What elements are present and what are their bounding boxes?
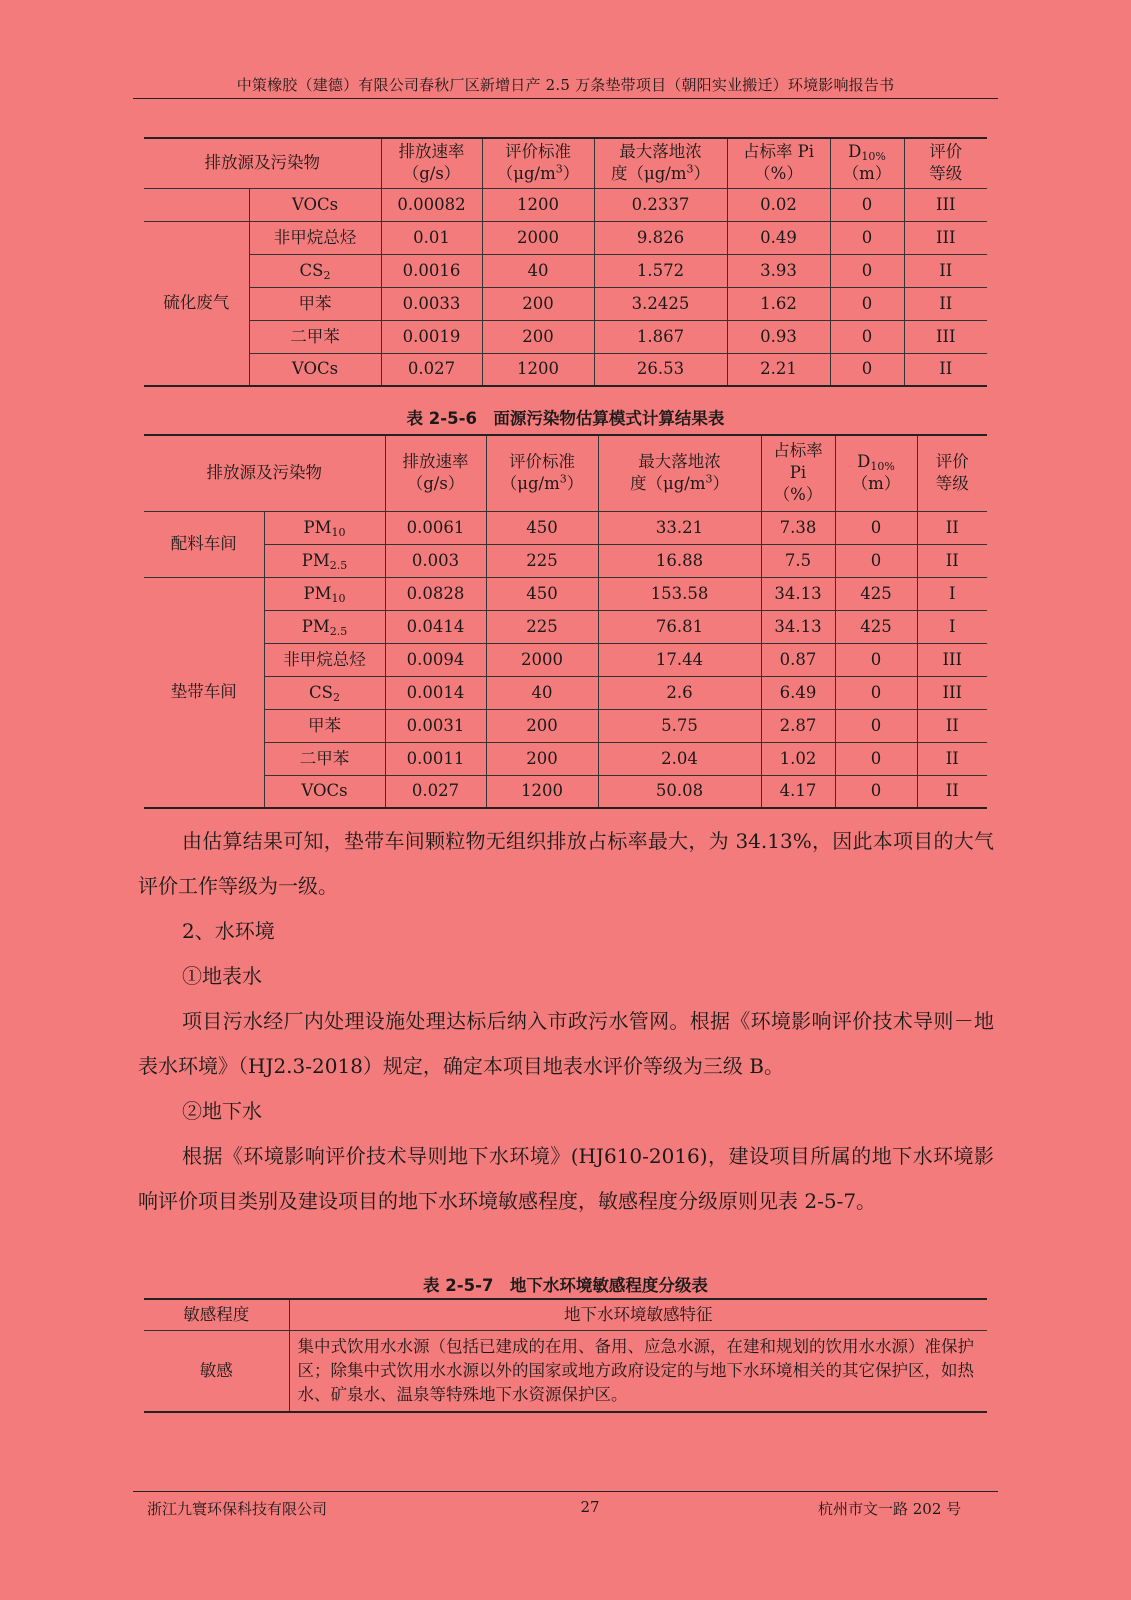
col-sensitivity: 敏感程度: [144, 1299, 289, 1330]
table-row: [144, 254, 987, 287]
table-row: [144, 742, 987, 775]
rate-cell: 0.003: [385, 544, 486, 577]
sensitivity-cell: 敏感: [144, 1330, 289, 1412]
pi-cell: 0.87: [761, 643, 835, 676]
std-cell: 225: [486, 544, 598, 577]
std-cell: 2000: [482, 221, 594, 254]
d10-cell: 0: [835, 544, 917, 577]
conc-cell: 3.2425: [594, 287, 727, 320]
table-row: [144, 511, 987, 544]
pollutant-cell: VOCs: [264, 775, 385, 808]
std-cell: 40: [486, 676, 598, 709]
col-max-conc: 最大落地浓 度$(\mu g/m^3)$: [598, 435, 761, 511]
rate-cell: 0.0014: [385, 676, 486, 709]
col-max-conc: 最大落地浓 度$(\mu g/m^3)$: [594, 138, 727, 188]
rate-cell: 0.0016: [381, 254, 482, 287]
pi-cell: 7.38: [761, 511, 835, 544]
rate-cell: 0.0828: [385, 577, 486, 610]
point-source-table: [144, 137, 987, 387]
pi-cell: 0.93: [727, 320, 830, 353]
rate-cell: 0.0414: [385, 610, 486, 643]
std-cell: 200: [486, 742, 598, 775]
std-cell: 1200: [482, 188, 594, 221]
paragraph-conclusion: 由估算结果可知，垫带车间颗粒物无组织排放占标率最大，为 34.13%，因此本项目的大气评价工作等级为一级。: [138, 829, 994, 898]
grade-cell: II: [904, 254, 987, 287]
std-cell: 2000: [486, 643, 598, 676]
std-cell: 200: [482, 320, 594, 353]
table-row: [144, 353, 987, 386]
d10-cell: 0: [830, 353, 904, 386]
table-row: [144, 544, 987, 577]
conc-cell: 2.6: [598, 676, 761, 709]
d10-cell: 0: [835, 511, 917, 544]
grade-cell: II: [917, 742, 987, 775]
pi-cell: 2.87: [761, 709, 835, 742]
table-caption: 表 2-5-6 面源污染物估算模式计算结果表: [406, 409, 725, 428]
d10-cell: 0: [830, 320, 904, 353]
col-pi: 占标率 Pi （%）: [761, 435, 835, 511]
pi-cell: 3.93: [727, 254, 830, 287]
std-cell: 200: [486, 709, 598, 742]
rate-cell: 0.0061: [385, 511, 486, 544]
conc-cell: 0.2337: [594, 188, 727, 221]
pi-cell: 7.5: [761, 544, 835, 577]
col-rate: 排放速率 （g/s）: [385, 435, 486, 511]
grade-cell: II: [904, 287, 987, 320]
pollutant-cell: VOCs: [249, 353, 381, 386]
footer-company: 浙江九寰环保科技有限公司: [147, 1500, 328, 1518]
rate-cell: 0.01: [381, 221, 482, 254]
conc-cell: 16.88: [598, 544, 761, 577]
pollutant-cell: 甲苯: [249, 287, 381, 320]
page-number: 27: [580, 1498, 600, 1516]
pi-cell: 4.17: [761, 775, 835, 808]
std-cell: 40: [482, 254, 594, 287]
grade-cell: III: [904, 188, 987, 221]
table-header-row: [144, 1299, 987, 1330]
grade-cell: III: [917, 676, 987, 709]
grade-cell: III: [904, 320, 987, 353]
pi-cell: 6.49: [761, 676, 835, 709]
col-grade: 评价 等级: [904, 138, 987, 188]
footer-rule: [133, 1491, 998, 1492]
grade-cell: II: [917, 709, 987, 742]
d10-cell: 0: [830, 287, 904, 320]
conc-cell: 76.81: [598, 610, 761, 643]
pollutant-cell: 甲苯: [264, 709, 385, 742]
table-row: [144, 676, 987, 709]
col-pi: 占标率 Pi （%）: [727, 138, 830, 188]
rate-cell: 0.0094: [385, 643, 486, 676]
table-header-row: [144, 138, 987, 188]
groundwater-sensitivity-table: [144, 1298, 987, 1413]
pi-cell: 0.02: [727, 188, 830, 221]
d10-cell: 0: [835, 775, 917, 808]
pi-cell: 0.49: [727, 221, 830, 254]
table-row: [144, 287, 987, 320]
table-row: [144, 577, 987, 610]
d10-cell: 425: [835, 610, 917, 643]
header-rule: [133, 98, 998, 99]
conc-cell: 1.867: [594, 320, 727, 353]
table-row: [144, 1330, 987, 1412]
col-source: 排放源及污染物: [144, 138, 381, 188]
paragraph-surface-water: 项目污水经厂内处理设施处理达标后纳入市政污水管网。根据《环境影响评价技术导则－地表水环境》（HJ2.3-2018）规定，确定本项目地表水评价等级为三级 B。: [138, 1009, 994, 1078]
table-row: [144, 643, 987, 676]
d10-cell: 0: [835, 676, 917, 709]
pollutant-cell: 二甲苯: [249, 320, 381, 353]
std-cell: 450: [486, 577, 598, 610]
pi-cell: 34.13: [761, 610, 835, 643]
col-d10: $D_{10\%}$ （m）: [830, 138, 904, 188]
pollutant-cell: $PM_{10}$: [264, 577, 385, 610]
std-cell: 450: [486, 511, 598, 544]
rate-cell: 0.00082: [381, 188, 482, 221]
col-rate: 排放速率 （g/s）: [381, 138, 482, 188]
grade-cell: III: [917, 643, 987, 676]
d10-cell: 0: [835, 742, 917, 775]
col-standard: 评价标准 $(\mu g/m^3)$: [486, 435, 598, 511]
d10-cell: 0: [835, 643, 917, 676]
heading-surface-water: ①地表水: [182, 964, 262, 988]
rate-cell: 0.0019: [381, 320, 482, 353]
pollutant-cell: $CS_2$: [249, 254, 381, 287]
pollutant-cell: 非甲烷总烃: [264, 643, 385, 676]
d10-cell: 0: [830, 188, 904, 221]
d10-cell: 0: [835, 709, 917, 742]
pollutant-cell: $PM_{10}$: [264, 511, 385, 544]
d10-cell: 0: [830, 254, 904, 287]
footer-address: 杭州市文一路 202 号: [818, 1500, 962, 1518]
conc-cell: 2.04: [598, 742, 761, 775]
pi-cell: 34.13: [761, 577, 835, 610]
col-source: 排放源及污染物: [144, 435, 385, 511]
std-cell: 1200: [486, 775, 598, 808]
std-cell: 1200: [482, 353, 594, 386]
table-row: [144, 775, 987, 808]
std-cell: 200: [482, 287, 594, 320]
table-row: [144, 188, 987, 221]
conc-cell: 50.08: [598, 775, 761, 808]
feature-cell: 集中式饮用水水源（包括已建成的在用、备用、应急水源，在建和规划的饮用水水源）准保护区；除集中式饮用水水源以外的国家或地方政府设定的与地下水环境相关的其它保护区，如热水、矿泉水、温泉等特殊地下水资源保护区。: [289, 1330, 987, 1412]
rate-cell: 0.027: [381, 353, 482, 386]
d10-cell: 425: [835, 577, 917, 610]
col-grade: 评价 等级: [917, 435, 987, 511]
std-cell: 225: [486, 610, 598, 643]
grade-cell: I: [917, 577, 987, 610]
conc-cell: 9.826: [594, 221, 727, 254]
group-label: 硫化废气: [144, 221, 249, 386]
running-header: 中策橡胶（建德）有限公司春秋厂区新增日产 2.5 万条垫带项目（朝阳实业搬迁）环境影响报告书: [236, 76, 895, 94]
grade-cell: II: [904, 353, 987, 386]
paragraph-groundwater: 根据《环境影响评价技术导则地下水环境》(HJ610-2016)，建设项目所属的地下水环境影响评价项目类别及建设项目的地下水环境敏感程度，敏感程度分级原则见表 2-5-7。: [138, 1144, 994, 1213]
table-row: [144, 709, 987, 742]
conc-cell: 33.21: [598, 511, 761, 544]
rate-cell: 0.0033: [381, 287, 482, 320]
pollutant-cell: VOCs: [249, 188, 381, 221]
col-standard: 评价标准 $(\mu g/m^3)$: [482, 138, 594, 188]
heading-water: 2、水环境: [182, 919, 275, 943]
heading-groundwater: ②地下水: [182, 1099, 262, 1123]
table-row: [144, 610, 987, 643]
grade-cell: III: [904, 221, 987, 254]
grade-cell: II: [917, 775, 987, 808]
grade-cell: I: [917, 610, 987, 643]
rate-cell: 0.0031: [385, 709, 486, 742]
table-caption: 表 2-5-7 地下水环境敏感程度分级表: [423, 1276, 708, 1295]
pollutant-cell: $PM_{2.5}$: [264, 610, 385, 643]
conc-cell: 153.58: [598, 577, 761, 610]
group-label: 垫带车间: [144, 577, 264, 808]
d10-cell: 0: [830, 221, 904, 254]
grade-cell: II: [917, 544, 987, 577]
area-source-table: [144, 434, 987, 809]
pollutant-cell: 二甲苯: [264, 742, 385, 775]
pi-cell: 1.62: [727, 287, 830, 320]
group-label: 配料车间: [144, 511, 264, 577]
col-feature: 地下水环境敏感特征: [289, 1299, 987, 1330]
table-header-row: [144, 435, 987, 511]
conc-cell: 17.44: [598, 643, 761, 676]
rate-cell: 0.0011: [385, 742, 486, 775]
rate-cell: 0.027: [385, 775, 486, 808]
pollutant-cell: $CS_2$: [264, 676, 385, 709]
pi-cell: 1.02: [761, 742, 835, 775]
pollutant-cell: 非甲烷总烃: [249, 221, 381, 254]
table-row: [144, 320, 987, 353]
conc-cell: 1.572: [594, 254, 727, 287]
conc-cell: 26.53: [594, 353, 727, 386]
conc-cell: 5.75: [598, 709, 761, 742]
table-row: [144, 221, 987, 254]
col-d10: $D_{10\%}$ （m）: [835, 435, 917, 511]
group-cell-empty: [144, 188, 249, 221]
grade-cell: II: [917, 511, 987, 544]
pi-cell: 2.21: [727, 353, 830, 386]
pollutant-cell: $PM_{2.5}$: [264, 544, 385, 577]
